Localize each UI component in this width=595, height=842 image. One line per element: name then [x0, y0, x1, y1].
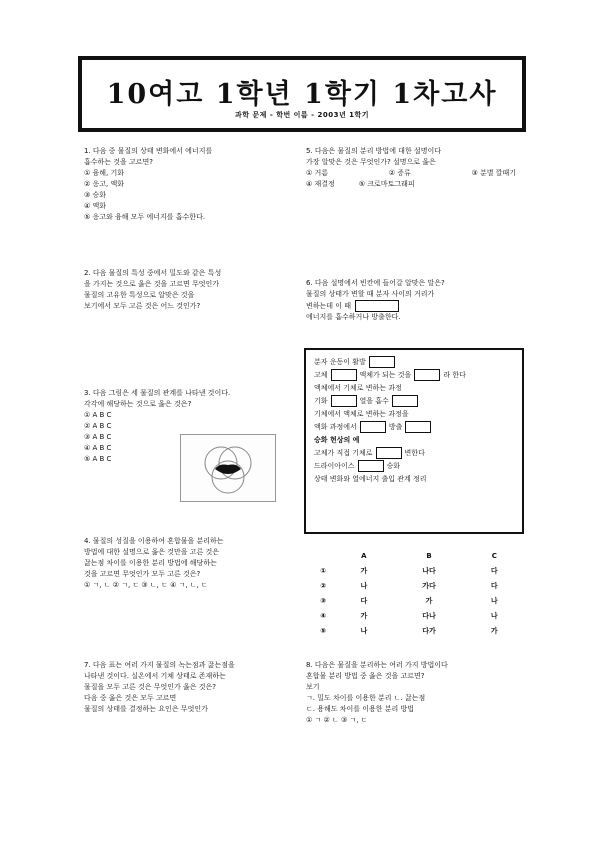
question-5 — [306, 146, 516, 190]
table-cell: ④ — [320, 611, 327, 620]
box-text: 기화 — [314, 397, 328, 405]
q6-blank-box — [355, 300, 399, 312]
q6-line — [306, 300, 516, 312]
table-cell: 가 — [360, 566, 368, 575]
box-blank — [376, 447, 402, 459]
table-cell: 가 — [360, 611, 368, 620]
box-blank — [358, 460, 384, 472]
q1-option: ④ 액화 — [84, 202, 107, 210]
box-line — [314, 395, 514, 408]
q2-line: 2. 다음 물질의 특성 중에서 밀도와 같은 특성 — [84, 269, 222, 277]
box-text: 변한다 — [404, 449, 425, 457]
table-cell: 다 — [490, 566, 498, 575]
box-line — [314, 421, 514, 434]
q7-line: 다음 중 옳은 것은 모두 고르면 — [84, 694, 177, 702]
table-cell: ① — [320, 566, 327, 575]
table-cell: 나 — [490, 596, 498, 605]
q1-option: ② 응고, 액화 — [84, 180, 124, 188]
question-7 — [84, 660, 294, 715]
q5-option: ④ 재결정 — [306, 180, 335, 188]
box-line: 기체에서 액체로 변하는 과정을 — [314, 410, 409, 418]
q8-line: 혼합물 분리 방법 중 옳은 것을 고르면? — [306, 672, 425, 680]
q1-line: 1. 다음 중 물질의 상태 변화에서 에너지를 — [84, 147, 213, 155]
box-line: 승화 현상의 예 — [314, 436, 360, 444]
box-blank — [360, 421, 386, 433]
box-line: 액체에서 기체로 변하는 과정 — [314, 384, 402, 392]
table-cell: C — [491, 551, 497, 560]
box-text: 드라이아이스 — [314, 462, 355, 470]
q5-option: ② 증류 — [388, 169, 411, 177]
table-cell — [304, 548, 342, 563]
q7-line: 물질의 상태를 결정하는 요인은 무엇인가 — [84, 705, 208, 713]
box-text: 분자 운동이 활발 — [314, 358, 366, 366]
box-blank — [331, 395, 357, 407]
table-cell: 나 — [360, 581, 368, 590]
question-1 — [84, 146, 294, 223]
box-blank — [405, 421, 431, 433]
page-subtitle: 과학 문제 - 학번 이름 - 2003년 1학기 — [234, 111, 370, 119]
q5-options-row — [306, 168, 516, 179]
q1-option: ① 융해, 기화 — [84, 169, 124, 177]
question-4 — [84, 536, 294, 591]
table-cell: 다 — [360, 596, 368, 605]
venn-diagram-svg — [181, 435, 275, 501]
box-blank — [369, 356, 395, 368]
q4-line: 것을 고르면 무엇인가 모두 고른 것은? — [84, 570, 201, 578]
table-cell: 다가 — [422, 626, 436, 635]
q8-line: 보기 — [306, 683, 320, 691]
question-8 — [306, 660, 516, 726]
q3-line: 각각에 해당하는 것으로 옳은 것은? — [84, 400, 192, 408]
q2-line: 물질의 고유한 특성으로 알맞은 것을 — [84, 291, 195, 299]
question-2 — [84, 268, 294, 312]
box-text: 라 한다 — [443, 371, 466, 379]
q3-option: ② A B C — [84, 422, 112, 430]
table-row — [304, 578, 516, 593]
q3-option: ④ A B C — [84, 444, 112, 452]
q3-option: ⑤ A B C — [84, 455, 112, 463]
q2-line: 보기에서 모두 고른 것은 어느 것인가? — [84, 302, 201, 310]
q7-line: 나타낸 것이다. 실온에서 기체 상태로 존재하는 — [84, 672, 226, 680]
q5-line: 5. 다음은 물질의 분리 방법에 대한 설명이다 — [306, 147, 441, 155]
q1-line: 흡수하는 것을 고르면? — [84, 158, 154, 166]
table-row — [304, 608, 516, 623]
table-cell: 다 — [490, 581, 498, 590]
table-row — [304, 563, 516, 578]
q7-line: 7. 다음 표는 여러 가지 물질의 녹는점과 끓는점을 — [84, 661, 235, 669]
table-row — [304, 593, 516, 608]
q5-option: ① 거름 — [306, 169, 329, 177]
box-line — [314, 460, 514, 473]
q6-text: 변하는데 이 때 — [306, 302, 352, 310]
q3-option: ① A B C — [84, 411, 112, 419]
q6-line: 물질의 상태가 변할 때 분자 사이의 거리가 — [306, 290, 435, 298]
table-cell: A — [361, 551, 367, 560]
box-line — [314, 356, 514, 369]
q8-line: ㄷ. 용해도 차이를 이용한 분리 방법 — [306, 705, 415, 713]
q3-option: ③ A B C — [84, 433, 112, 441]
fill-in-box — [304, 348, 524, 534]
q2-line: 을 가지는 것으로 옳은 것을 고르면 무엇인가 — [84, 280, 220, 288]
table-cell: 다나 — [422, 611, 436, 620]
box-text: 고체가 직접 기체로 — [314, 449, 373, 457]
box-blank — [331, 369, 357, 381]
table-cell: ② — [320, 581, 327, 590]
q8-line: 8. 다음은 물질을 분리하는 여러 가지 방법이다 — [306, 661, 448, 669]
q4-line: 4. 물질의 성질을 이용하여 혼합물을 분리하는 — [84, 537, 224, 545]
answer-table — [304, 548, 516, 638]
q4-line: 끓는점 차이를 이용한 분리 방법에 해당하는 — [84, 559, 217, 567]
q6-line: 6. 다음 설명에서 빈칸에 들어갈 알맞은 말은? — [306, 279, 445, 287]
box-line — [314, 447, 514, 460]
venn-diagram — [180, 434, 276, 502]
table-row — [304, 623, 516, 638]
q4-line: 방법에 대한 설명으로 옳은 것만을 고른 것은 — [84, 548, 220, 556]
table-cell: ⑤ — [320, 626, 327, 635]
q5-options-row — [306, 179, 516, 190]
q3-line: 3. 다음 그림은 세 물질의 관계를 나타낸 것이다. — [84, 389, 231, 397]
q5-option: ⑤ 크로마토그래피 — [358, 180, 415, 188]
box-line — [314, 369, 514, 382]
table-cell: ③ — [320, 596, 327, 605]
title-box — [78, 56, 526, 132]
box-blank — [414, 369, 440, 381]
q8-line: ① ㄱ ② ㄴ ③ ㄱ, ㄷ — [306, 716, 368, 724]
box-line: 상태 변화와 열에너지 출입 관계 정리 — [314, 475, 427, 483]
q6-line: 에너지를 흡수하거나 방출한다. — [306, 313, 401, 321]
box-text: 액화 과정에서 — [314, 423, 357, 431]
q5-option: ③ 분별 깔때기 — [471, 169, 516, 177]
q4-line: ① ㄱ, ㄴ ② ㄱ, ㄷ ③ ㄴ, ㄷ ④ ㄱ, ㄴ, ㄷ — [84, 581, 208, 589]
box-text: 액체가 되는 것을 — [359, 371, 412, 379]
q1-option: ⑤ 응고와 융해 모두 에너지를 흡수한다. — [84, 213, 206, 221]
table-cell: B — [426, 551, 432, 560]
q1-option: ③ 승화 — [84, 191, 107, 199]
q5-line: 가장 알맞은 것은 무엇인가? 설명으로 옳은 — [306, 158, 436, 166]
question-6 — [306, 278, 516, 323]
q8-line: ㄱ. 밀도 차이를 이용한 분리 ㄴ. 끓는점 — [306, 694, 426, 702]
table-cell: 나 — [490, 611, 498, 620]
box-text: 고체 — [314, 371, 328, 379]
q7-line: 물질을 모두 고른 것은 무엇인가 옳은 것은? — [84, 683, 217, 691]
box-text: 방출 — [388, 423, 403, 431]
table-cell: 가다 — [422, 581, 436, 590]
page-title: 10여고 1학년 1학기 1차고사 — [106, 79, 498, 110]
table-row — [304, 548, 516, 563]
table-cell: 가 — [490, 626, 498, 635]
box-blank — [392, 395, 418, 407]
table-cell: 가 — [425, 596, 433, 605]
table-cell: 나 — [360, 626, 368, 635]
box-text: 승화 — [386, 462, 401, 470]
box-text: 열을 흡수 — [359, 397, 389, 405]
table-cell: 나다 — [422, 566, 436, 575]
